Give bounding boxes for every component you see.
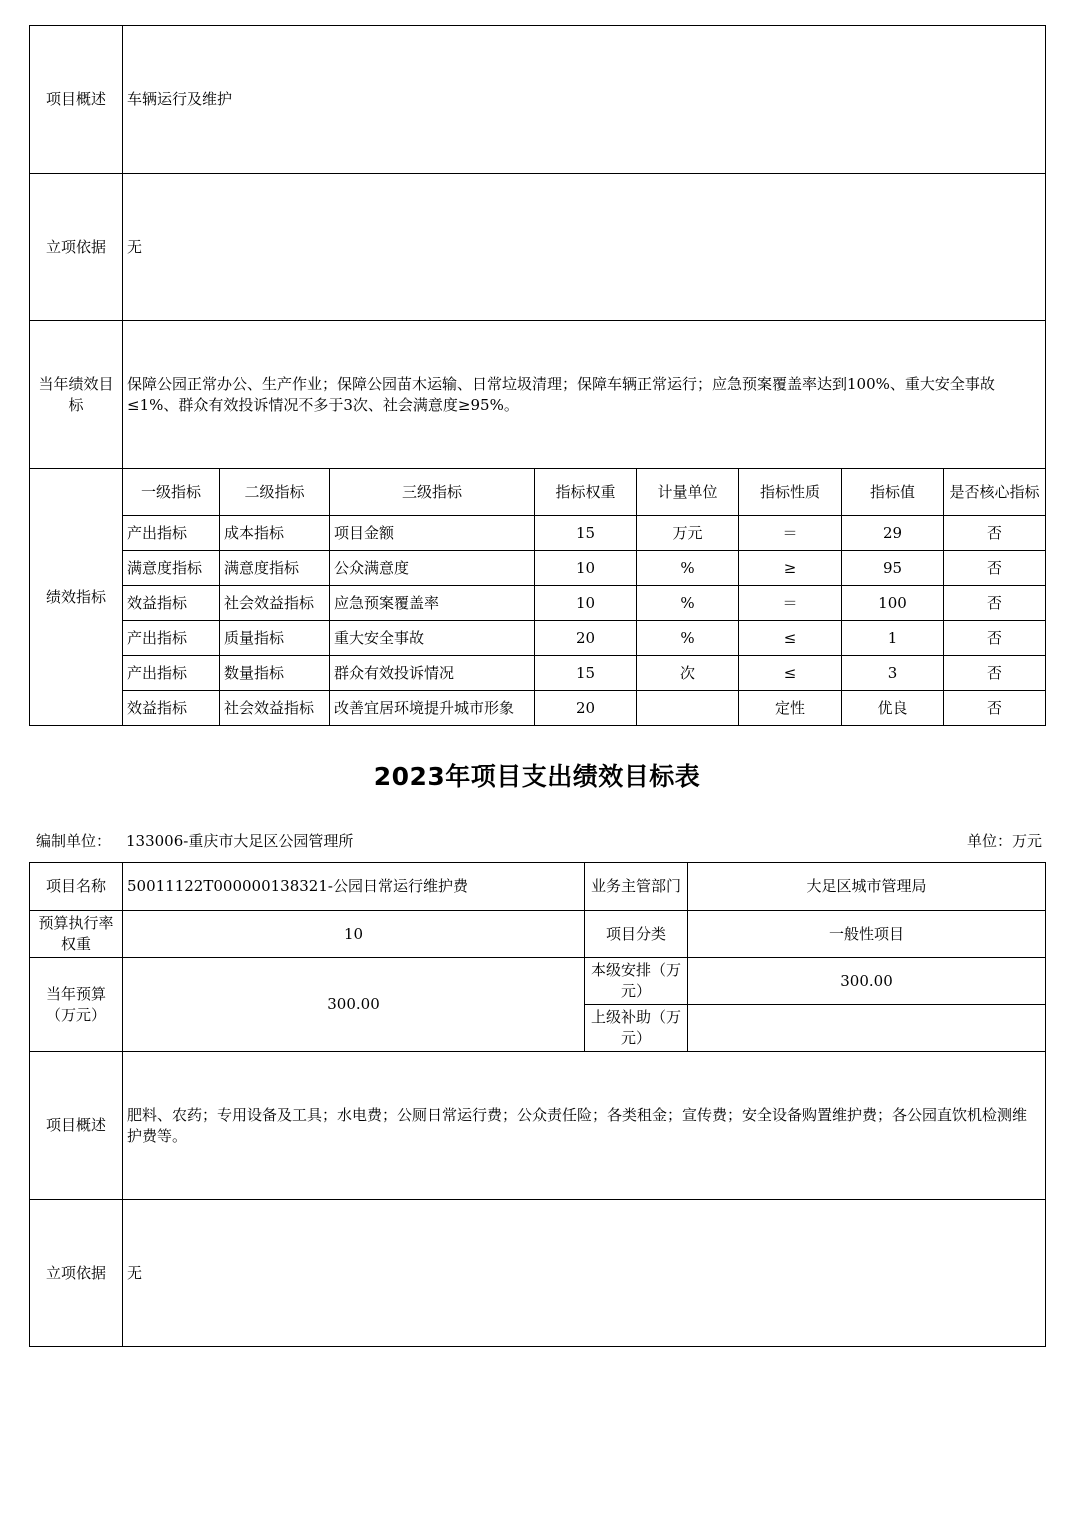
cell-nature: ≥ [739, 551, 842, 586]
cell-core: 否 [944, 551, 1046, 586]
cell-level1: 产出指标 [123, 656, 220, 691]
cell-weight: 20 [535, 691, 637, 726]
project-name-value: 50011122T000000138321-公园日常运行维护费 [123, 863, 585, 911]
cell-level2: 成本指标 [220, 516, 330, 551]
cell-level2: 数量指标 [220, 656, 330, 691]
cell-level2: 社会效益指标 [220, 586, 330, 621]
category-label: 项目分类 [585, 911, 688, 958]
performance-table-continued [29, 25, 1046, 726]
project-overview-value: 车辆运行及维护 [123, 26, 1046, 174]
cell-unit [637, 691, 739, 726]
cell-level2: 满意度指标 [220, 551, 330, 586]
cell-core: 否 [944, 691, 1046, 726]
page-title: 2023年项目支出绩效目标表 [373, 762, 701, 791]
currency-unit: 单位：万元 [966, 832, 1042, 850]
dept-label: 业务主管部门 [585, 863, 688, 911]
table-row [30, 586, 1046, 621]
cell-weight: 10 [535, 551, 637, 586]
table-row [30, 656, 1046, 691]
cell-value: 100 [842, 586, 944, 621]
cell-nature: 定性 [739, 691, 842, 726]
table-row [30, 621, 1046, 656]
project-basis-value: 无 [123, 174, 1046, 321]
cell-core: 否 [944, 656, 1046, 691]
cell-core: 否 [944, 586, 1046, 621]
cell-weight: 20 [535, 621, 637, 656]
cell-nature: ＝ [739, 586, 842, 621]
cell-value: 1 [842, 621, 944, 656]
header-core: 是否核心指标 [944, 469, 1046, 516]
cell-weight: 10 [535, 586, 637, 621]
prepared-by-label: 编制单位： [36, 832, 112, 850]
cell-value: 3 [842, 656, 944, 691]
header-unit: 计量单位 [637, 469, 739, 516]
header-nature: 指标性质 [739, 469, 842, 516]
exec-rate-label: 预算执行率权重 [30, 911, 123, 958]
upper-subsidy-value [688, 1005, 1046, 1052]
prepared-by-value: 133006-重庆市大足区公园管理所 [126, 832, 354, 850]
project-basis-value-2: 无 [123, 1200, 1046, 1347]
header-weight: 指标权重 [535, 469, 637, 516]
annual-budget-value: 300.00 [123, 958, 585, 1052]
project-basis-label: 立项依据 [30, 174, 123, 321]
local-allocation-label: 本级安排（万元） [585, 958, 688, 1005]
dept-value: 大足区城市管理局 [688, 863, 1046, 911]
table-row [30, 516, 1046, 551]
cell-level1: 效益指标 [123, 691, 220, 726]
cell-value: 优良 [842, 691, 944, 726]
annual-goal-value: 保障公园正常办公、生产作业；保障公园苗木运输、日常垃圾清理；保障车辆正常运行；应急预案覆盖率达到100%、重大安全事故≤1%、群众有效投诉情况不多于3次、社会满意度≥95%。 [123, 321, 1046, 469]
table-row [30, 551, 1046, 586]
cell-value: 95 [842, 551, 944, 586]
cell-level2: 社会效益指标 [220, 691, 330, 726]
cell-level1: 满意度指标 [123, 551, 220, 586]
project-basis-label-2: 立项依据 [30, 1200, 123, 1347]
header-level1: 一级指标 [123, 469, 220, 516]
exec-rate-value: 10 [123, 911, 585, 958]
cell-level3: 项目金额 [330, 516, 535, 551]
cell-level1: 产出指标 [123, 621, 220, 656]
cell-weight: 15 [535, 516, 637, 551]
header-value: 指标值 [842, 469, 944, 516]
cell-value: 29 [842, 516, 944, 551]
project-overview-label: 项目概述 [30, 26, 123, 174]
project-name-label: 项目名称 [30, 863, 123, 911]
cell-level1: 产出指标 [123, 516, 220, 551]
category-value: 一般性项目 [688, 911, 1046, 958]
cell-level3: 应急预案覆盖率 [330, 586, 535, 621]
local-allocation-value: 300.00 [688, 958, 1046, 1005]
cell-nature: ≤ [739, 656, 842, 691]
cell-core: 否 [944, 516, 1046, 551]
upper-subsidy-label: 上级补助（万元） [585, 1005, 688, 1052]
cell-core: 否 [944, 621, 1046, 656]
cell-level2: 质量指标 [220, 621, 330, 656]
project-info-table [29, 862, 1046, 1347]
cell-nature: ≤ [739, 621, 842, 656]
cell-level1: 效益指标 [123, 586, 220, 621]
annual-goal-label: 当年绩效目标 [30, 321, 123, 469]
cell-unit: 万元 [637, 516, 739, 551]
cell-level3: 重大安全事故 [330, 621, 535, 656]
cell-level3: 公众满意度 [330, 551, 535, 586]
cell-unit: % [637, 586, 739, 621]
project-overview-label-2: 项目概述 [30, 1052, 123, 1200]
cell-unit: 次 [637, 656, 739, 691]
annual-budget-label: 当年预算（万元） [30, 958, 123, 1052]
header-level2: 二级指标 [220, 469, 330, 516]
project-overview-value-2: 肥料、农药；专用设备及工具；水电费；公厕日常运行费；公众责任险；各类租金；宣传费；安全设备购置维护费；各公园直饮机检测维护费等。 [123, 1052, 1046, 1200]
cell-level3: 改善宜居环境提升城市形象 [330, 691, 535, 726]
cell-nature: ＝ [739, 516, 842, 551]
table-row [30, 691, 1046, 726]
indicator-label: 绩效指标 [30, 469, 123, 726]
cell-weight: 15 [535, 656, 637, 691]
cell-unit: % [637, 621, 739, 656]
cell-unit: % [637, 551, 739, 586]
cell-level3: 群众有效投诉情况 [330, 656, 535, 691]
header-level3: 三级指标 [330, 469, 535, 516]
